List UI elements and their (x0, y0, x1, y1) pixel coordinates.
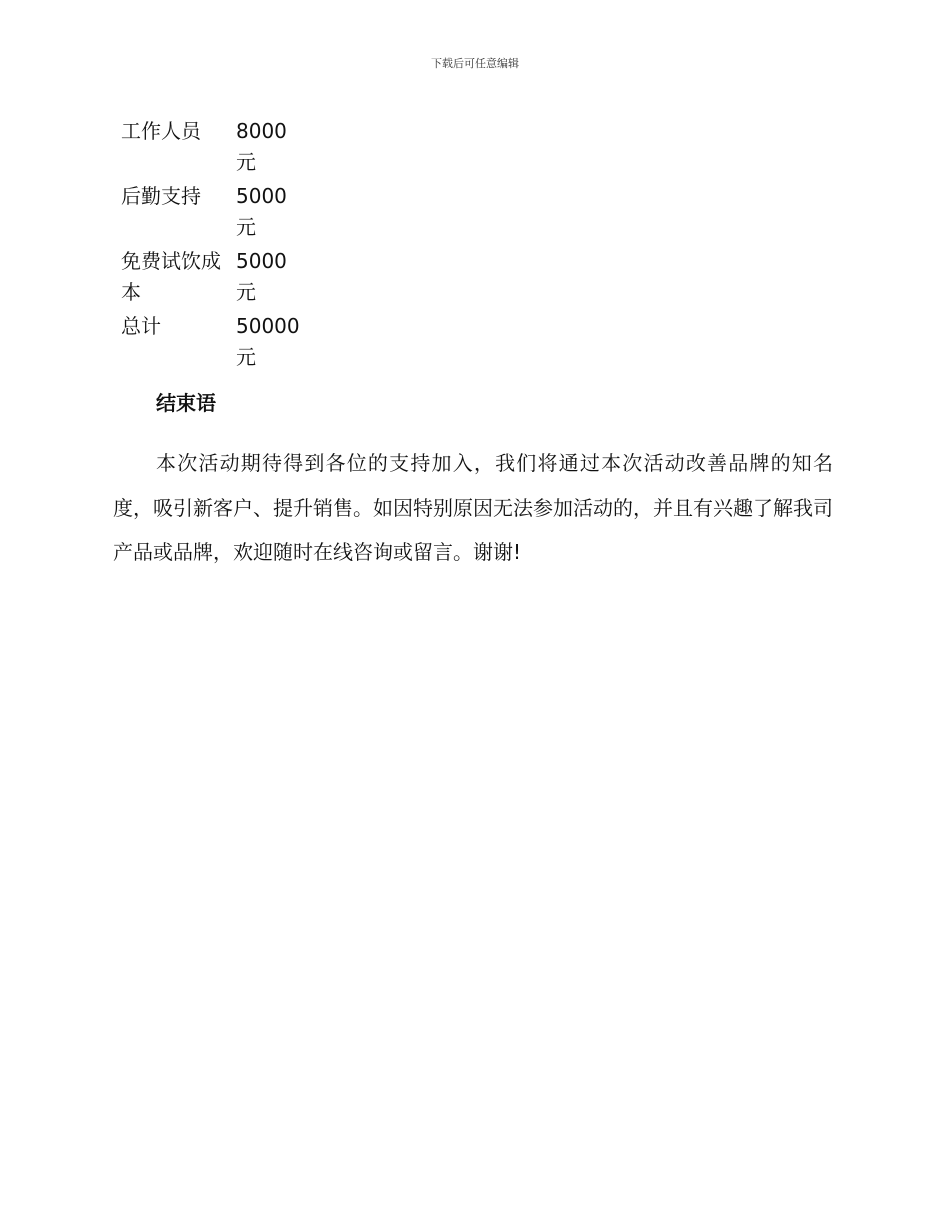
table-row (113, 311, 304, 376)
closing-heading: 结束语 (156, 391, 216, 415)
budget-item-cell: 工作人员 (121, 119, 201, 143)
page-header-note: 下载后可任意编辑 (431, 57, 519, 70)
budget-amount-cell: 5000元 (236, 184, 287, 239)
closing-paragraph: 本次活动期待得到各位的支持加入，我们将通过本次活动改善品牌的知名度，吸引新客户、提升销售。如因特别原因无法参加活动的，并且有兴趣了解我司产品或品牌，欢迎随时在线咨询或留言。谢谢! (113, 451, 833, 564)
budget-amount-cell: 5000元 (236, 249, 287, 304)
budget-item-cell: 总计 (121, 314, 161, 338)
budget-amount-cell: 50000元 (236, 314, 300, 369)
budget-table (113, 116, 304, 376)
table-row (113, 116, 304, 181)
table-row (113, 246, 304, 311)
budget-item-cell: 后勤支持 (121, 184, 201, 208)
budget-item-cell: 免费试饮成本 (121, 249, 221, 304)
budget-amount-cell: 8000元 (236, 119, 287, 174)
table-row (113, 181, 304, 246)
